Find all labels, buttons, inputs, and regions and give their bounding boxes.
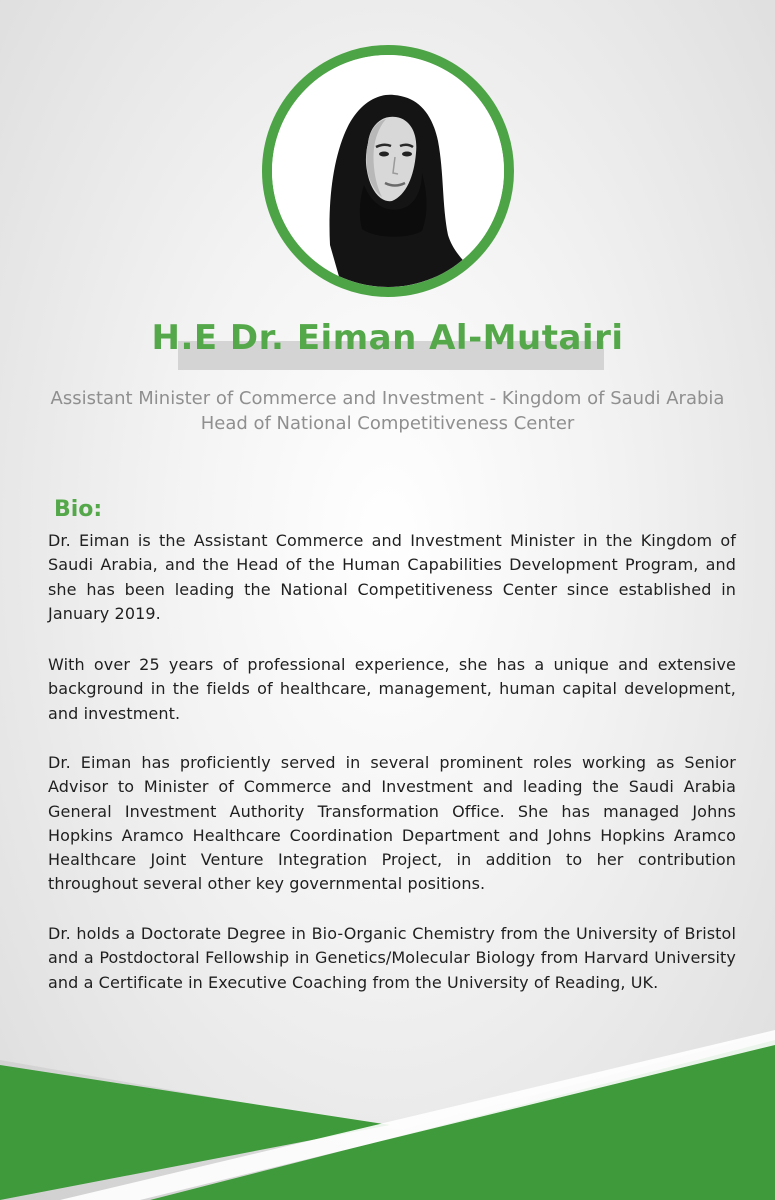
bio-paragraph-4: Dr. holds a Doctorate Degree in Bio-Organic Chemistry from the University of Bristol and a Postdoctoral Fellowship in Genetics/Molecular Biology from Harvard University and a Certificate in Executive Coaching from the University of Reading, UK. bbox=[48, 924, 736, 992]
portrait-photo bbox=[262, 45, 514, 297]
bio-heading: Bio: bbox=[54, 497, 103, 522]
bio-paragraph-2: With over 25 years of professional experience, she has a unique and extensive background in the fields of healthcare, management, human capital development, and investment. bbox=[48, 655, 736, 723]
speaker-title-secondary: Head of National Competitiveness Center bbox=[200, 413, 575, 434]
speaker-title-primary: Assistant Minister of Commerce and Investment - Kingdom of Saudi Arabia bbox=[50, 388, 725, 409]
bio-paragraph-3: Dr. Eiman has proficiently served in several prominent roles working as Senior Advisor to Minister of Commerce and Investment and leading the Saudi Arabia General Investment Authority Transformation Office. She has managed Johns Hopkins Aramco Healthcare Coordination Department and Johns Hopkins Aramco Healthcare Joint Venture Integration Project, in addition to her contribution throughout several other key governmental positions. bbox=[48, 753, 736, 894]
speaker-name: H.E Dr. Eiman Al-Mutairi bbox=[151, 318, 624, 358]
bio-paragraph-1: Dr. Eiman is the Assistant Commerce and Investment Minister in the Kingdom of Saudi Arabia, and the Head of the Human Capabilities Development Program, and she has been leading the National Competitiveness Center since established in January 2019. bbox=[48, 531, 736, 623]
portrait-silhouette bbox=[272, 55, 504, 287]
